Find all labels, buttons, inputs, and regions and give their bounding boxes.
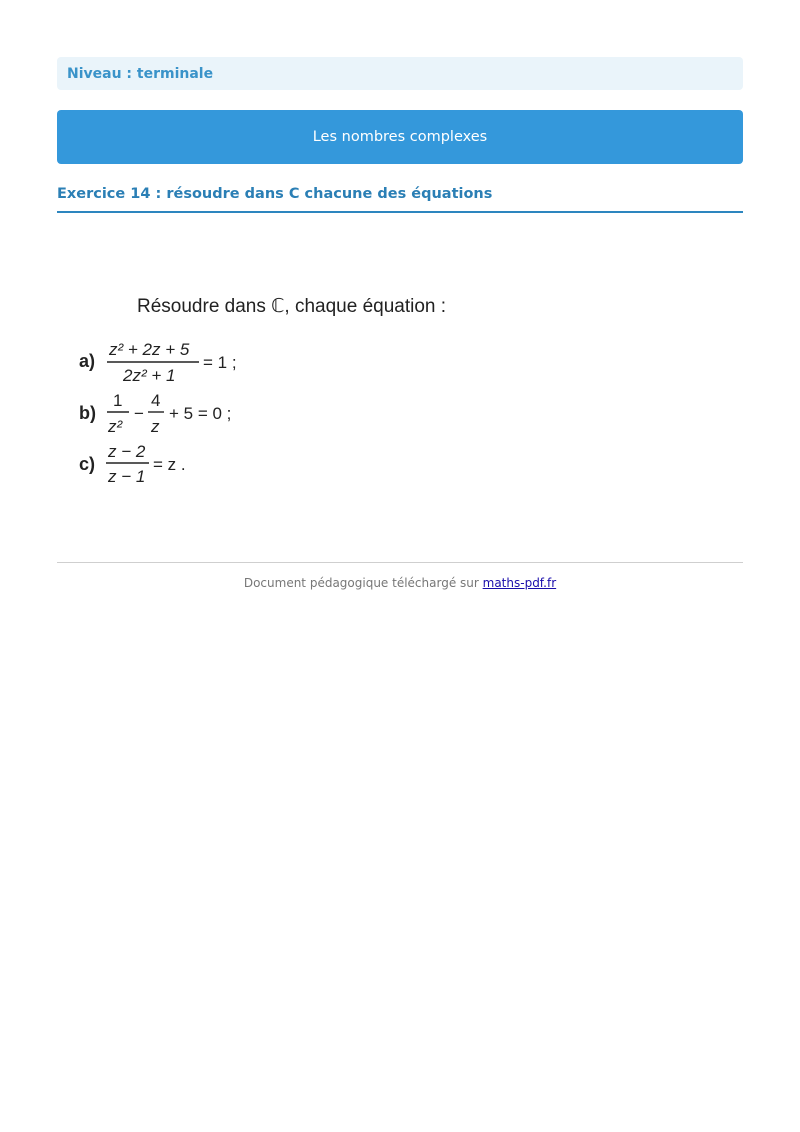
item-b-label: b) bbox=[79, 403, 96, 423]
footer-prefix: Document pédagogique téléchargé sur bbox=[243, 576, 483, 590]
item-a-rhs: = 1 ; bbox=[203, 353, 237, 372]
exercise-heading-text: Exercice 14 : résoudre dans C chacune des équations bbox=[57, 186, 493, 202]
item-c-label: c) bbox=[79, 454, 96, 474]
item-b-rhs: + 5 = 0 ; bbox=[169, 404, 232, 423]
item-a-label: a) bbox=[79, 351, 96, 371]
exercise-figure bbox=[57, 287, 743, 487]
item-a-denominator: 2z² + 1 bbox=[123, 366, 176, 385]
level-banner bbox=[57, 57, 743, 90]
item-b-frac2-num: 4 bbox=[151, 391, 161, 410]
item-b-minus: − bbox=[134, 404, 144, 423]
exercise-heading bbox=[57, 186, 743, 213]
footer bbox=[57, 562, 743, 590]
item-c-denominator: z − 1 bbox=[108, 467, 146, 486]
item-b-frac1-num: 1 bbox=[113, 391, 123, 410]
level-label: Niveau : terminale bbox=[67, 65, 214, 82]
item-a-numerator: z² + 2z + 5 bbox=[109, 340, 190, 359]
equations-image bbox=[75, 287, 495, 487]
footer-link[interactable]: maths-pdf.fr bbox=[482, 576, 557, 590]
chapter-title-bar bbox=[57, 110, 743, 164]
chapter-title: Les nombres complexes bbox=[312, 129, 488, 145]
page bbox=[57, 57, 743, 487]
item-c-numerator: z − 2 bbox=[108, 442, 146, 461]
figure-instruction: Résoudre dans ℂ, chaque équation : bbox=[137, 296, 447, 317]
item-c-rhs: = z . bbox=[153, 455, 186, 474]
item-b-frac2-den: z bbox=[151, 417, 160, 436]
item-b-frac1-den: z² bbox=[108, 417, 123, 436]
